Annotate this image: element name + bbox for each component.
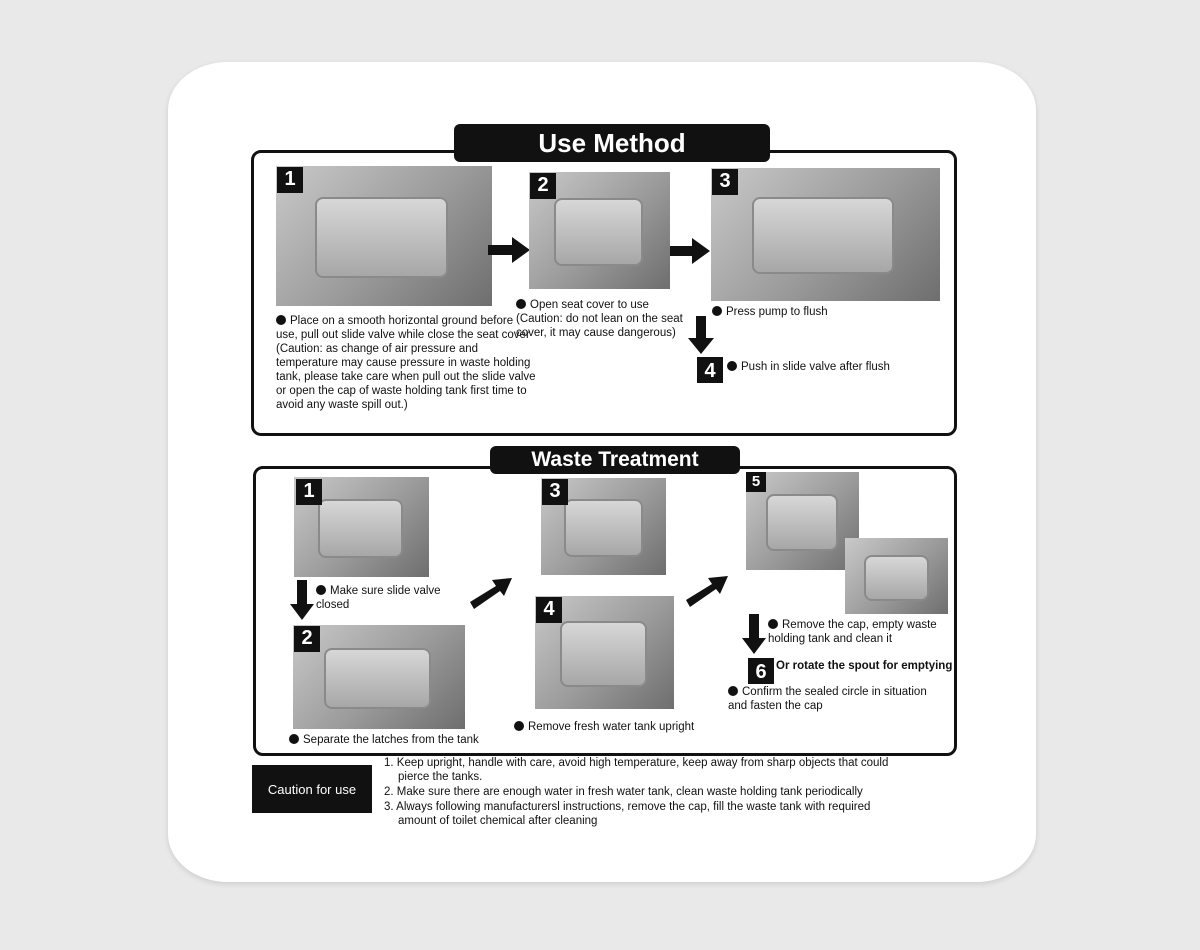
bullet-icon [516, 299, 526, 309]
bullet-icon [514, 721, 524, 731]
waste-step-5-photo-b [845, 538, 948, 614]
use-step-3-photo [711, 168, 940, 301]
caution-item: 3. Always following manufacturersl instructions, remove the cap, fill the waste tank with required amount of toilet chemical after cleaning [384, 801, 871, 827]
use-step-1-number: 1 [277, 167, 303, 193]
use-step-3-text: Press pump to flush [712, 305, 912, 319]
use-method-title: Use Method [454, 124, 770, 162]
waste-step-1-number: 1 [296, 479, 322, 505]
bullet-icon [768, 619, 778, 629]
arrow-right-icon [488, 237, 530, 263]
caution-item: 2. Make sure there are enough water in fresh water tank, clean waste holding tank periodically [384, 786, 863, 798]
use-step-1-text: Place on a smooth horizontal ground before use, pull out slide valve while close the seat cover (Caution: as change of air pressure and temperature may cause pressure in waste holding tank, please take care when pull out the slide valve or open the cap of waste holding tank first time to avoid any waste spill out.) [276, 315, 536, 411]
bullet-icon [289, 734, 299, 744]
waste-confirm-text: Confirm the sealed circle in situation and fasten the cap [728, 686, 927, 712]
waste-step-5-text: Remove the cap, empty waste holding tank and clean it [768, 619, 937, 645]
waste-treatment-title: Waste Treatment [490, 446, 740, 474]
use-step-4-number: 4 [697, 357, 723, 383]
waste-step-6-text: Or rotate the spout for emptying [776, 660, 953, 672]
caution-list [384, 756, 944, 829]
waste-step-1-text: Make sure slide valve closed [316, 585, 441, 611]
arrow-up-right-icon [686, 576, 728, 608]
arrow-right-icon [670, 238, 710, 264]
bullet-icon [316, 585, 326, 595]
bullet-icon [728, 686, 738, 696]
bullet-icon [276, 315, 286, 325]
arrow-down-icon [742, 614, 766, 654]
arrow-down-icon [290, 580, 314, 620]
caution-item: 1. Keep upright, handle with care, avoid high temperature, keep away from sharp objects that could pierce the tanks. [384, 757, 889, 783]
waste-step-3-number: 3 [542, 479, 568, 505]
waste-step-5-number: 5 [746, 472, 766, 492]
use-step-4-text: Push in slide valve after flush [727, 360, 947, 374]
use-step-1-photo [276, 166, 492, 306]
use-step-2-text: Open seat cover to use (Caution: do not lean on the seat cover, it may cause dangerous) [516, 299, 683, 339]
use-step-2-number: 2 [530, 173, 556, 199]
bullet-icon [727, 361, 737, 371]
bullet-icon [712, 306, 722, 316]
arrow-down-icon [688, 316, 714, 354]
waste-step-2-text: Separate the latches from the tank [289, 733, 529, 747]
caution-label: Caution for use [252, 765, 372, 813]
waste-step-4-text: Remove fresh water tank upright [514, 720, 744, 734]
arrow-up-right-icon [470, 578, 512, 610]
waste-step-4-number: 4 [536, 597, 562, 623]
waste-step-6-number: 6 [748, 658, 774, 684]
waste-step-2-number: 2 [294, 626, 320, 652]
use-step-3-number: 3 [712, 169, 738, 195]
